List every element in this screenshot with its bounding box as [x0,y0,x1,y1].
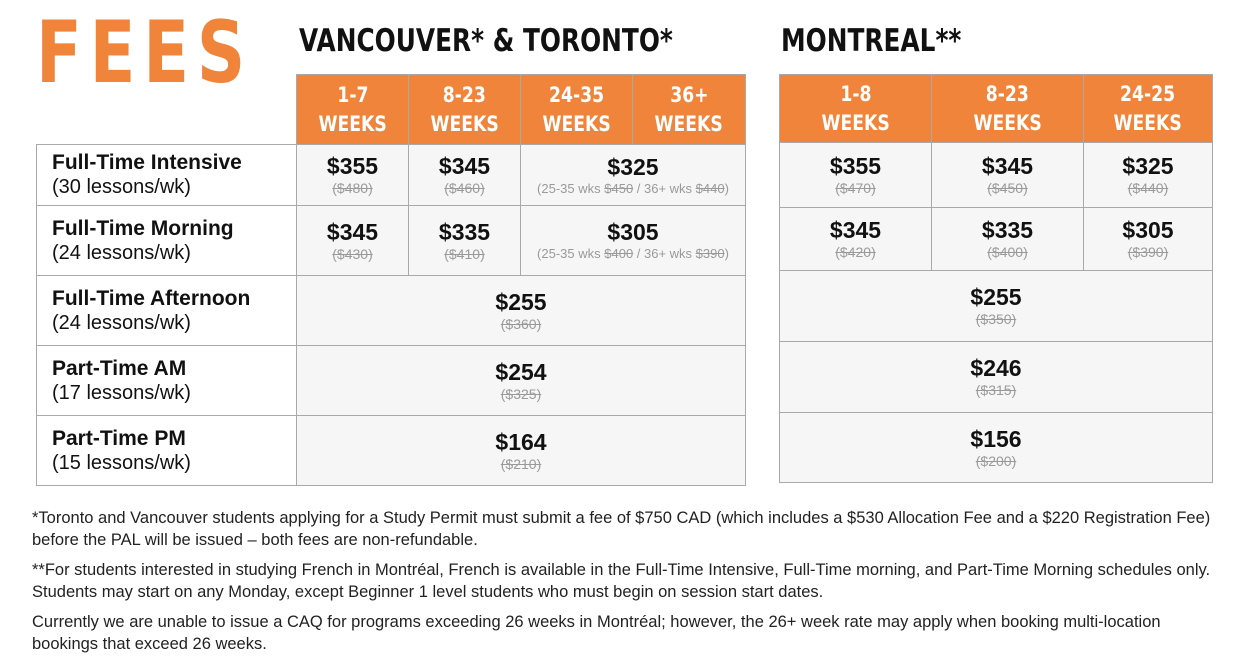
original-price: ($430) [332,245,373,262]
original-price: ($470) [835,180,876,196]
price-cell [521,206,746,276]
column-header [521,75,633,145]
current-price: $254 [495,358,547,385]
column-header-unit: WEEKS [821,110,890,135]
column-header [297,75,409,145]
column-header [409,75,521,145]
current-price: $305 [607,219,659,245]
price-cell [521,145,746,206]
footnotes [32,507,1222,663]
column-header-unit: WEEKS [1113,110,1183,135]
program-lessons: (15 lessons/wk) [52,451,191,474]
current-price: $345 [438,153,491,179]
column-header [780,75,932,143]
original-price: ($200) [975,452,1017,469]
column-header-range: 36+ [669,82,709,107]
current-price: $255 [970,284,1022,310]
price-cell [780,342,1213,413]
current-price: $164 [495,428,547,455]
price-cell [932,143,1084,208]
original-price: ($460) [444,180,485,196]
column-header-range: 8-23 [442,82,487,107]
table-row [780,143,1213,208]
column-header-range: 8-23 [985,81,1030,106]
program-lessons: (30 lessons/wk) [52,176,191,198]
program-label-cell [37,206,297,276]
original-price: $390 [695,246,725,261]
original-price: $400 [604,246,634,261]
program-name: Full-Time Intensive [52,151,242,174]
program-name: Part-Time PM [52,426,186,450]
price-cell [1084,143,1213,208]
table-row [780,208,1213,271]
note-text: ) [724,246,729,261]
montreal-fee-table [779,74,1213,483]
current-price: $325 [607,153,659,180]
current-price: $305 [1122,217,1174,243]
program-name: Part-Time AM [52,356,187,380]
note-text: (25-35 wks [537,180,605,196]
original-price: ($315) [975,382,1017,398]
original-price: ($420) [835,244,876,260]
program-label-cell [37,346,297,416]
original-price: ($480) [332,180,373,196]
page-title: FEES [36,3,253,103]
price-cell [780,143,932,208]
program-lessons: (24 lessons/wk) [52,311,191,334]
note-text: / 36+ wks [633,180,696,196]
current-price: $325 [1122,153,1174,179]
table-row [780,342,1213,413]
current-price: $156 [970,425,1022,452]
note-text: (25-35 wks [537,246,605,261]
price-cell [1084,208,1213,271]
price-cell [780,208,932,271]
column-header-range: 24-35 [548,82,605,107]
price-cell [409,206,521,276]
current-price: $335 [981,217,1034,243]
vancouver-toronto-heading: VANCOUVER* & TORONTO* [299,23,673,59]
column-header-unit: WEEKS [973,110,1042,135]
table-header-row [37,75,746,145]
table-row [37,145,746,206]
original-price: ($450) [987,180,1028,196]
column-header [932,75,1084,143]
note-text: / 36+ wks [633,246,696,261]
price-cell [780,271,1213,342]
original-price: ($325) [500,385,542,402]
empty-header-cell [37,75,297,145]
price-note [521,245,745,262]
column-header-range: 1-8 [839,81,872,106]
table-row [780,413,1213,483]
program-label-cell [37,276,297,346]
table-row [37,276,746,346]
column-header-unit: WEEKS [318,111,387,136]
column-header-unit: WEEKS [430,111,499,136]
price-cell [409,145,521,206]
table-row [780,271,1213,342]
original-price: ($360) [500,315,542,332]
program-name: Full-Time Morning [52,216,234,240]
price-note [521,180,745,197]
current-price: $246 [970,355,1022,381]
price-cell [297,206,409,276]
price-cell [297,276,746,346]
program-lessons: (24 lessons/wk) [52,241,191,264]
current-price: $335 [438,218,491,245]
price-cell [297,416,746,486]
original-price: ($350) [975,311,1017,327]
original-price: ($440) [1127,180,1169,196]
vancouver-toronto-fee-table [36,74,746,486]
column-header [633,75,746,145]
note-text: ) [724,180,729,196]
program-lessons: (17 lessons/wk) [52,381,191,404]
original-price: ($210) [500,455,542,472]
price-cell [297,346,746,416]
price-cell [932,208,1084,271]
table-row [37,416,746,486]
column-header-unit: WEEKS [654,111,724,136]
column-header [1084,75,1213,143]
price-cell [297,145,409,206]
column-header-unit: WEEKS [542,111,611,136]
original-price: $450 [604,180,634,196]
column-header-range: 24-25 [1120,81,1176,106]
price-cell [780,413,1213,483]
original-price: ($390) [1127,244,1169,260]
footnote-caq: Currently we are unable to issue a CAQ for programs exceeding 26 weeks in Montréal; however, the 26+ week rate may apply when booking multi-location bookings that exceed 26 weeks. [32,613,1161,653]
footnote-study-permit: *Toronto and Vancouver students applying for a Study Permit must submit a fee of $750 CAD (which includes a $530 Allocation Fee and a $220 Registration Fee) before the PAL will be issued – both fees are non-refundable. [32,509,1211,549]
current-price: $355 [829,153,882,179]
montreal-heading: MONTREAL** [781,23,962,59]
column-header-range: 1-7 [336,82,369,107]
program-label-cell [37,416,297,486]
footnote-french-montreal: **For students interested in studying French in Montréal, French is available in the Full-Time Intensive, Full-Time morning, and Part-Time Morning schedules only. Students may start on any Monday, except Beginner 1 level students who must begin on session start dates. [32,561,1211,601]
original-price: $440 [695,180,725,196]
current-price: $355 [326,153,379,179]
program-label-cell [37,145,297,206]
original-price: ($410) [444,245,485,262]
table-row [37,206,746,276]
current-price: $345 [326,218,379,245]
original-price: ($400) [987,244,1028,260]
current-price: $345 [981,153,1034,179]
current-price: $345 [829,217,882,243]
current-price: $255 [495,288,547,315]
program-name: Full-Time Afternoon [52,286,251,310]
table-row [37,346,746,416]
table-header-row [780,75,1213,143]
